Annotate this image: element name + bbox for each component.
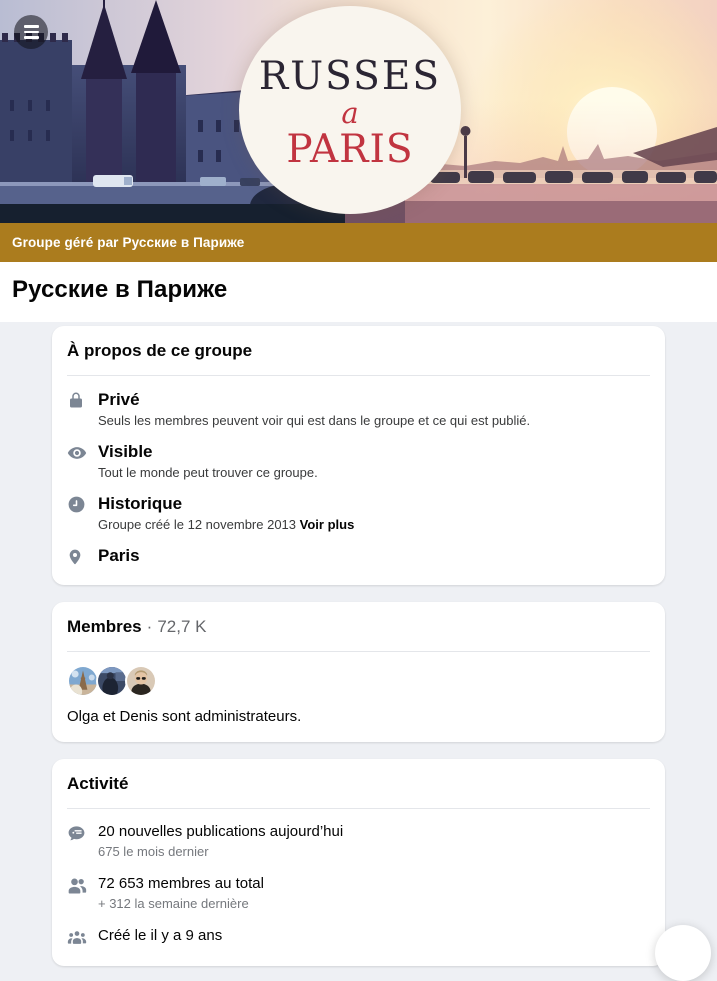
admin-banner-prefix: Groupe géré par	[12, 235, 119, 250]
about-item-private	[67, 389, 650, 429]
clock-icon	[67, 495, 89, 514]
lock-icon	[67, 391, 89, 409]
separator-dot: ·	[146, 617, 153, 636]
group-logo	[239, 6, 461, 214]
hamburger-icon	[24, 25, 39, 39]
activity-item-members	[67, 874, 650, 912]
member-avatar-3[interactable]	[125, 665, 157, 697]
about-item-history	[67, 493, 650, 533]
about-item-location	[67, 545, 650, 567]
activity-item-created	[67, 926, 650, 948]
activity-item-subtitle: + 312 la semaine dernière	[98, 896, 249, 911]
member-avatar-2[interactable]	[96, 665, 128, 697]
see-more-link[interactable]: Voir plus	[299, 517, 355, 532]
title-bar	[0, 262, 717, 322]
about-item-description: Tout le monde peut trouver ce groupe.	[98, 465, 318, 480]
logo-text-paris: PARIS	[286, 127, 414, 172]
about-item-description: Seuls les membres peuvent voir qui est dans le groupe et ce qui est publié.	[98, 413, 531, 428]
about-item-title: Visible	[98, 442, 153, 461]
members-card	[52, 602, 665, 742]
activity-card	[52, 759, 665, 966]
members-count: 72,7 K	[157, 617, 207, 636]
divider	[67, 651, 650, 652]
page-title: Русские в Париже	[12, 276, 228, 303]
activity-item-posts	[67, 822, 650, 860]
logo-text-russes: RUSSES	[258, 54, 442, 99]
admins-text: Olga et Denis sont administrateurs.	[67, 708, 302, 725]
floating-action-button[interactable]	[655, 925, 711, 981]
about-item-description	[98, 516, 354, 533]
divider	[67, 375, 650, 376]
about-item-title: Privé	[98, 390, 140, 409]
admin-banner[interactable]	[0, 223, 717, 262]
location-pin-icon	[67, 547, 89, 567]
menu-button[interactable]	[14, 15, 48, 49]
activity-item-title: Créé le il y a 9 ans	[98, 927, 223, 944]
activity-heading: Activité	[67, 774, 129, 793]
group-people-icon	[67, 928, 89, 948]
about-item-title: Paris	[98, 546, 140, 565]
activity-item-title: 72 653 membres au total	[98, 875, 264, 892]
two-people-icon	[67, 876, 89, 896]
members-heading: Membres	[67, 617, 142, 636]
about-heading: À propos de ce groupe	[67, 341, 253, 360]
member-avatar-1[interactable]	[67, 665, 99, 697]
cover-photo	[0, 0, 717, 223]
divider	[67, 808, 650, 809]
history-text: Groupe créé le 12 novembre 2013	[98, 517, 297, 532]
about-card	[52, 326, 665, 585]
logo-text-a: a	[341, 96, 359, 130]
page-content	[0, 322, 717, 966]
about-item-title: Historique	[98, 494, 183, 513]
admin-banner-group-name: Русские в Париже	[122, 235, 245, 250]
posts-bubble-icon	[67, 824, 89, 843]
admin-avatars	[67, 665, 650, 697]
activity-item-title: 20 nouvelles publications aujourd’hui	[98, 823, 344, 840]
eye-icon	[67, 443, 89, 463]
about-item-visible	[67, 441, 650, 481]
activity-item-subtitle: 675 le mois dernier	[98, 844, 209, 859]
